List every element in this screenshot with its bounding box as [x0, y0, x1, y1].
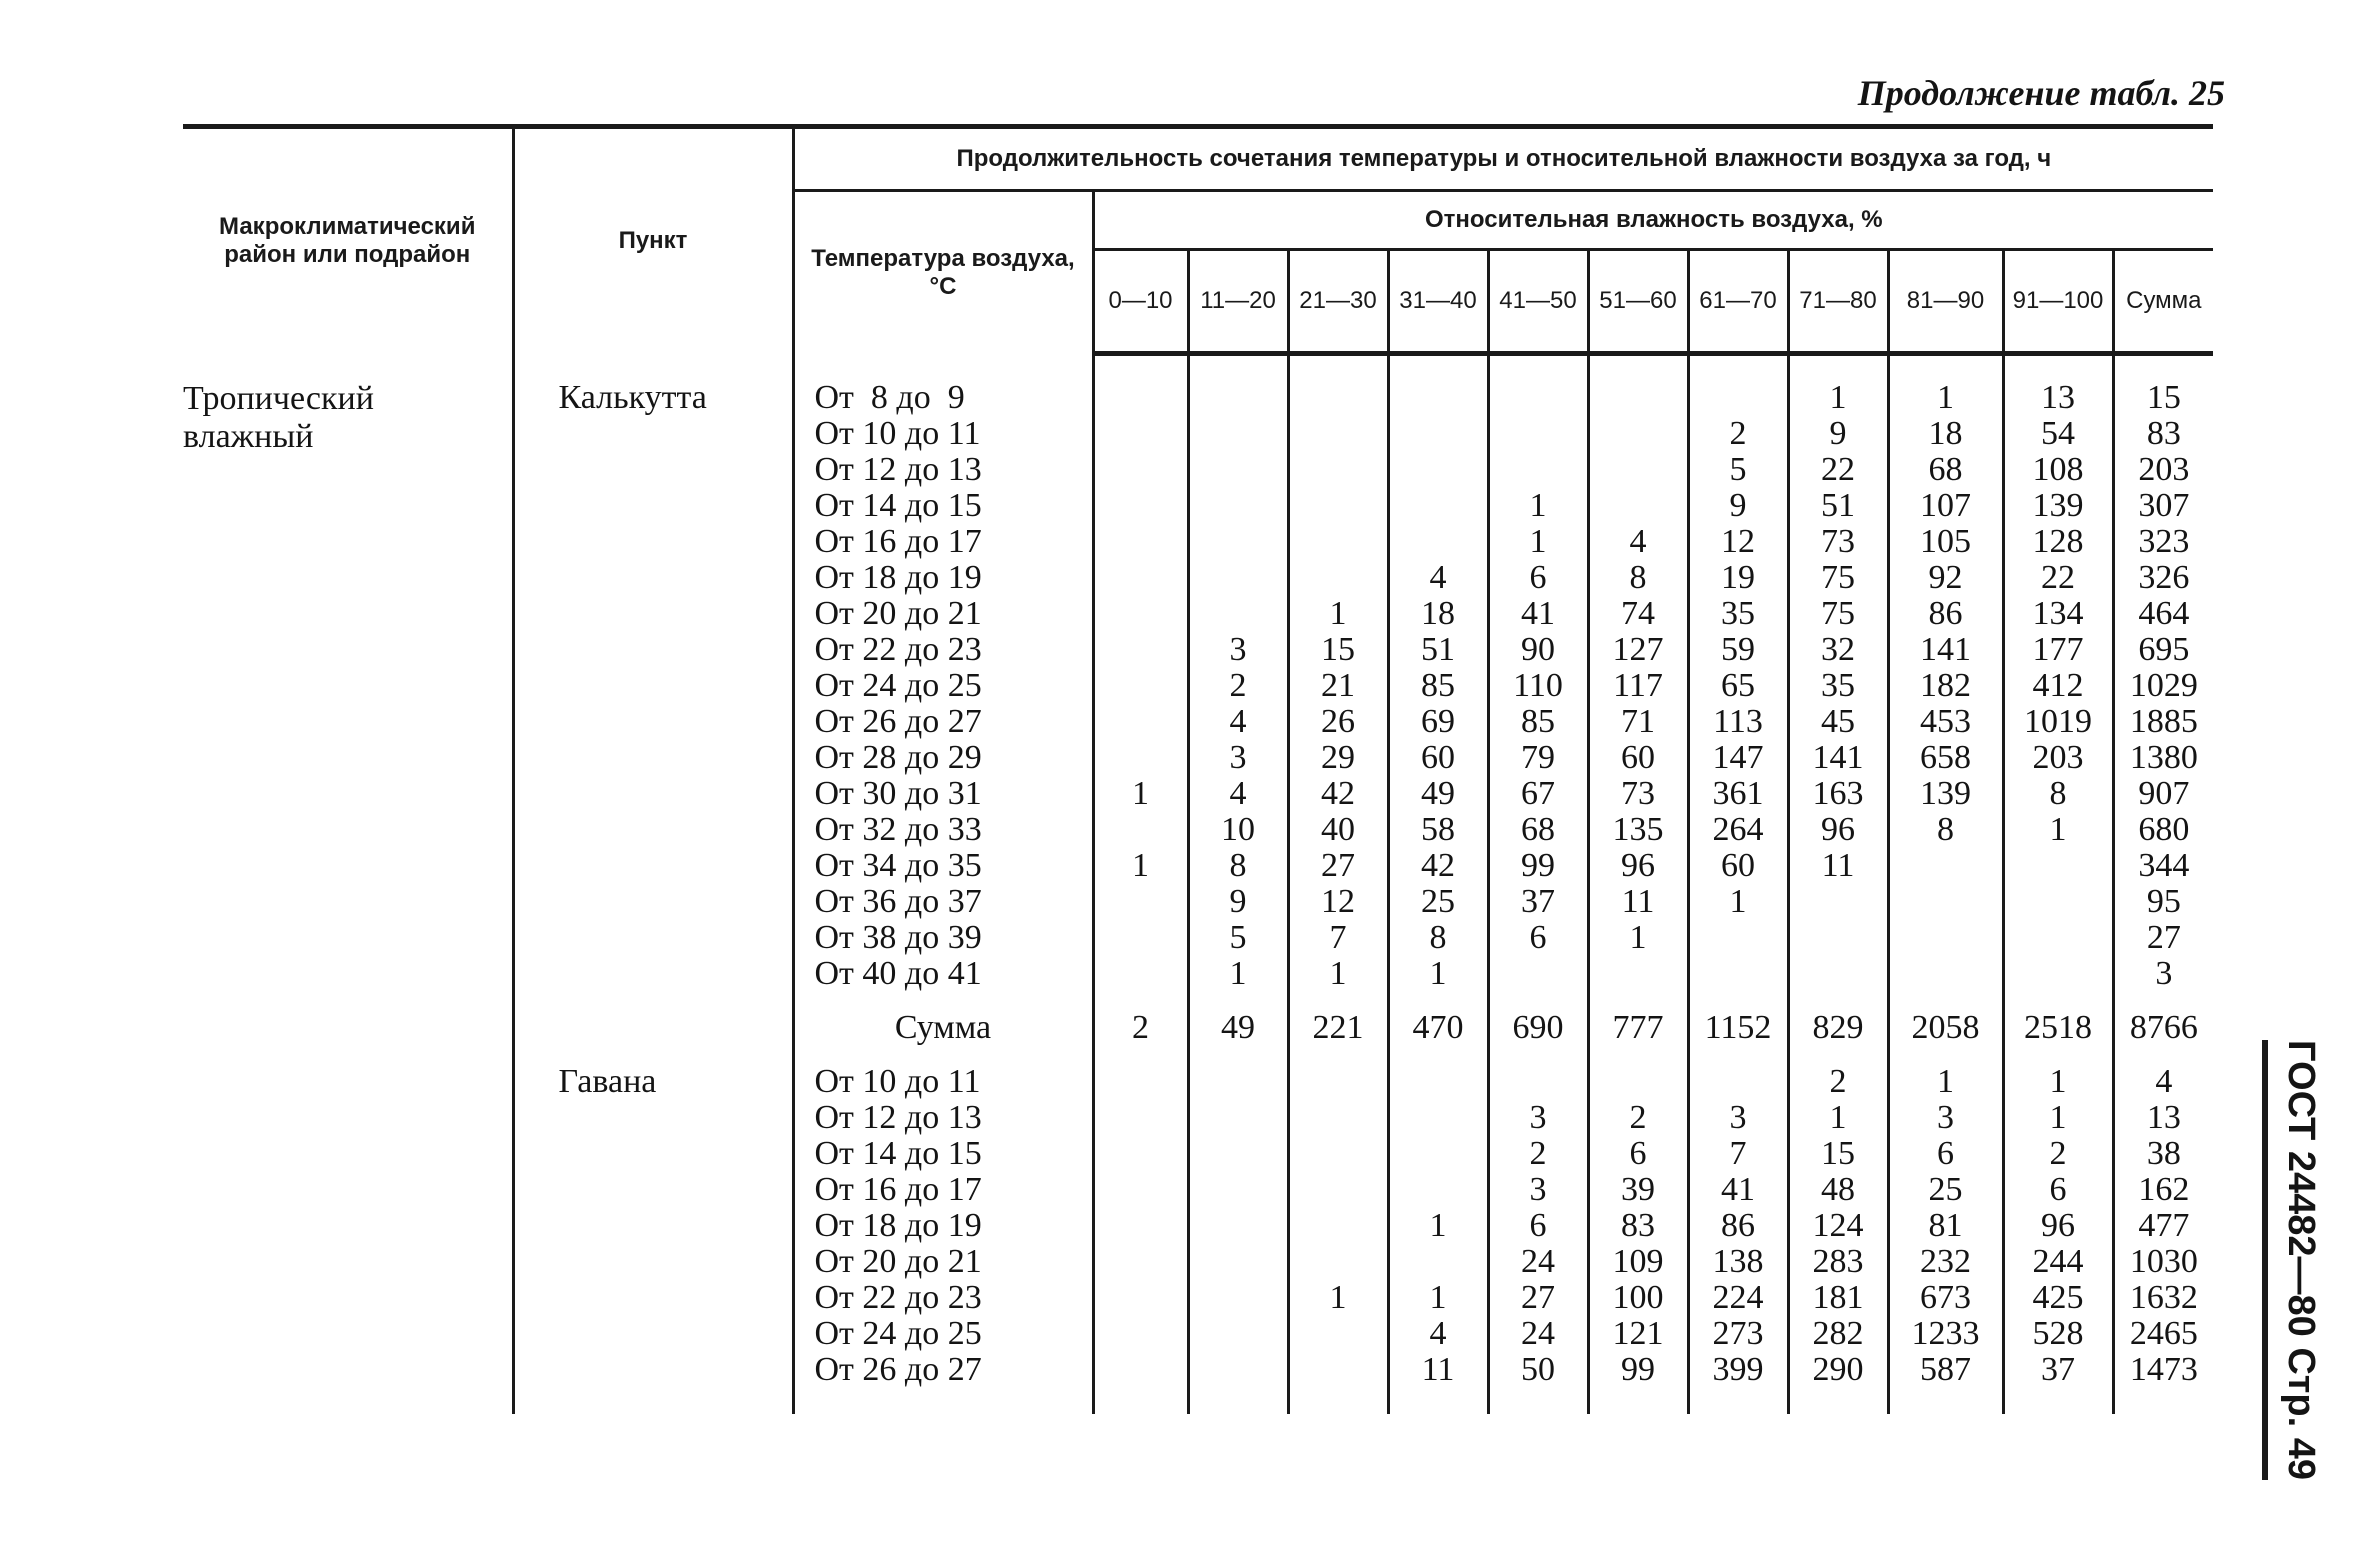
header-col: 61—70: [1688, 250, 1788, 354]
value-column: 1 1 6 41 90 110 85 79 67 68 99 37 6: [1488, 380, 1588, 992]
value-column: 2 5 9 12 19 35 59 65 113 147 361 264 60 1: [1688, 380, 1788, 992]
sum-value: 221: [1288, 992, 1388, 1064]
header-point: Пункт: [513, 127, 793, 354]
header-col: 41—50: [1488, 250, 1588, 354]
value-column: 1 9 22 51 73 75 75 32 35 45 141 163 96 11: [1788, 380, 1888, 992]
value-column: 1 1 2 6 96 244 425 528 37: [2003, 1064, 2113, 1388]
temperature-ranges: От 8 до 9 От 10 до 11 От 12 до 13 От 14 до 15 От 16 до 17 От 18 до 19 От 20 до 21 От 22 до 23 От 24 до 25 От 26 до 27 От 28 до 29 От 30 до 31 От 32 до 33 От 34 до 35 От 36 до 37 От 38 до 39 От 40 до 41: [793, 380, 1093, 992]
value-column: 1: [1288, 1064, 1388, 1388]
sum-value: 777: [1588, 992, 1688, 1064]
value-column: [1188, 1064, 1288, 1388]
sum-value: 49: [1188, 992, 1288, 1064]
value-column: 3 2 4 3 4 10 8 9 5 1: [1188, 380, 1288, 992]
value-column: 1 15 21 26 29 42 40 27 12 7 1: [1288, 380, 1388, 992]
climate-table: [183, 124, 2213, 1414]
value-column: 4 8 74 127 117 71 60 73 135 96 11 1: [1588, 380, 1688, 992]
calcutta-block: [183, 380, 2213, 992]
header-col: 31—40: [1388, 250, 1488, 354]
header-col: 0—10: [1093, 250, 1188, 354]
value-column: 1 1: [1093, 380, 1188, 992]
value-column: 2 6 39 83 109 100 121 99: [1588, 1064, 1688, 1388]
value-column: 2 1 15 48 124 283 181 282 290: [1788, 1064, 1888, 1388]
sum-value: 8766: [2113, 992, 2213, 1064]
calcutta-sum-row: [183, 992, 2213, 1064]
margin-rule: [2262, 1040, 2268, 1480]
sum-label: Сумма: [793, 992, 1093, 1064]
header-col-sum: Сумма: [2113, 250, 2213, 354]
sum-value: 2: [1093, 992, 1188, 1064]
header-col: 81—90: [1888, 250, 2003, 354]
havana-block: [183, 1064, 2213, 1388]
sum-value: 690: [1488, 992, 1588, 1064]
sum-value: 470: [1388, 992, 1488, 1064]
header-col: 71—80: [1788, 250, 1888, 354]
header-col: 51—60: [1588, 250, 1688, 354]
header-col: 11—20: [1188, 250, 1288, 354]
value-column: 4 18 51 85 69 60 49 58 42 25 8 1: [1388, 380, 1488, 992]
sum-value: 829: [1788, 992, 1888, 1064]
sum-value: 1152: [1688, 992, 1788, 1064]
region-cell: Тропический влажный: [183, 380, 374, 455]
value-column: 13 54 108 139 128 22 134 177 412 1019 203 8 1: [2003, 380, 2113, 992]
value-column: 1 1 4 11: [1388, 1064, 1488, 1388]
point-calcutta: Калькутта: [513, 380, 793, 992]
sum-value: 2518: [2003, 992, 2113, 1064]
header-col: 91—100: [2003, 250, 2113, 354]
side-label: ГОСТ 24482—80 Стр. 49: [2280, 1040, 2322, 1481]
header-humidity: Относительная влажность воздуха, %: [1093, 191, 2213, 250]
temperature-ranges: От 10 до 11 От 12 до 13 От 14 до 15 От 16 до 17 От 18 до 19 От 20 до 21 От 22 до 23 От 24 до 25 От 26 до 27: [793, 1064, 1093, 1388]
point-havana: Гавана: [513, 1064, 793, 1388]
value-column: 1 3 6 25 81 232 673 1233 587: [1888, 1064, 2003, 1388]
continuation-caption: Продолжение табл. 25: [1857, 73, 2225, 113]
header-col: 21—30: [1288, 250, 1388, 354]
sum-column: 15 83 203 307 323 326 464 695 1029 1885 1380 907 680 344 95 27 3: [2113, 380, 2213, 992]
value-column: 3 2 3 6 24 27 24 50: [1488, 1064, 1588, 1388]
sum-value: 2058: [1888, 992, 2003, 1064]
sum-column: 4 13 38 162 477 1030 1632 2465 1473: [2113, 1064, 2213, 1388]
value-column: 3 7 41 86 138 224 273 399: [1688, 1064, 1788, 1388]
header-duration: Продолжительность сочетания температуры и относительной влажности воздуха за год, ч: [793, 127, 2213, 191]
value-column: [1093, 1064, 1188, 1388]
header-region: Макроклиматический район или подрайон: [183, 127, 513, 354]
value-column: 1 18 68 107 105 92 86 141 182 453 658 139 8: [1888, 380, 2003, 992]
header-temperature: Температура воздуха, °С: [793, 191, 1093, 354]
